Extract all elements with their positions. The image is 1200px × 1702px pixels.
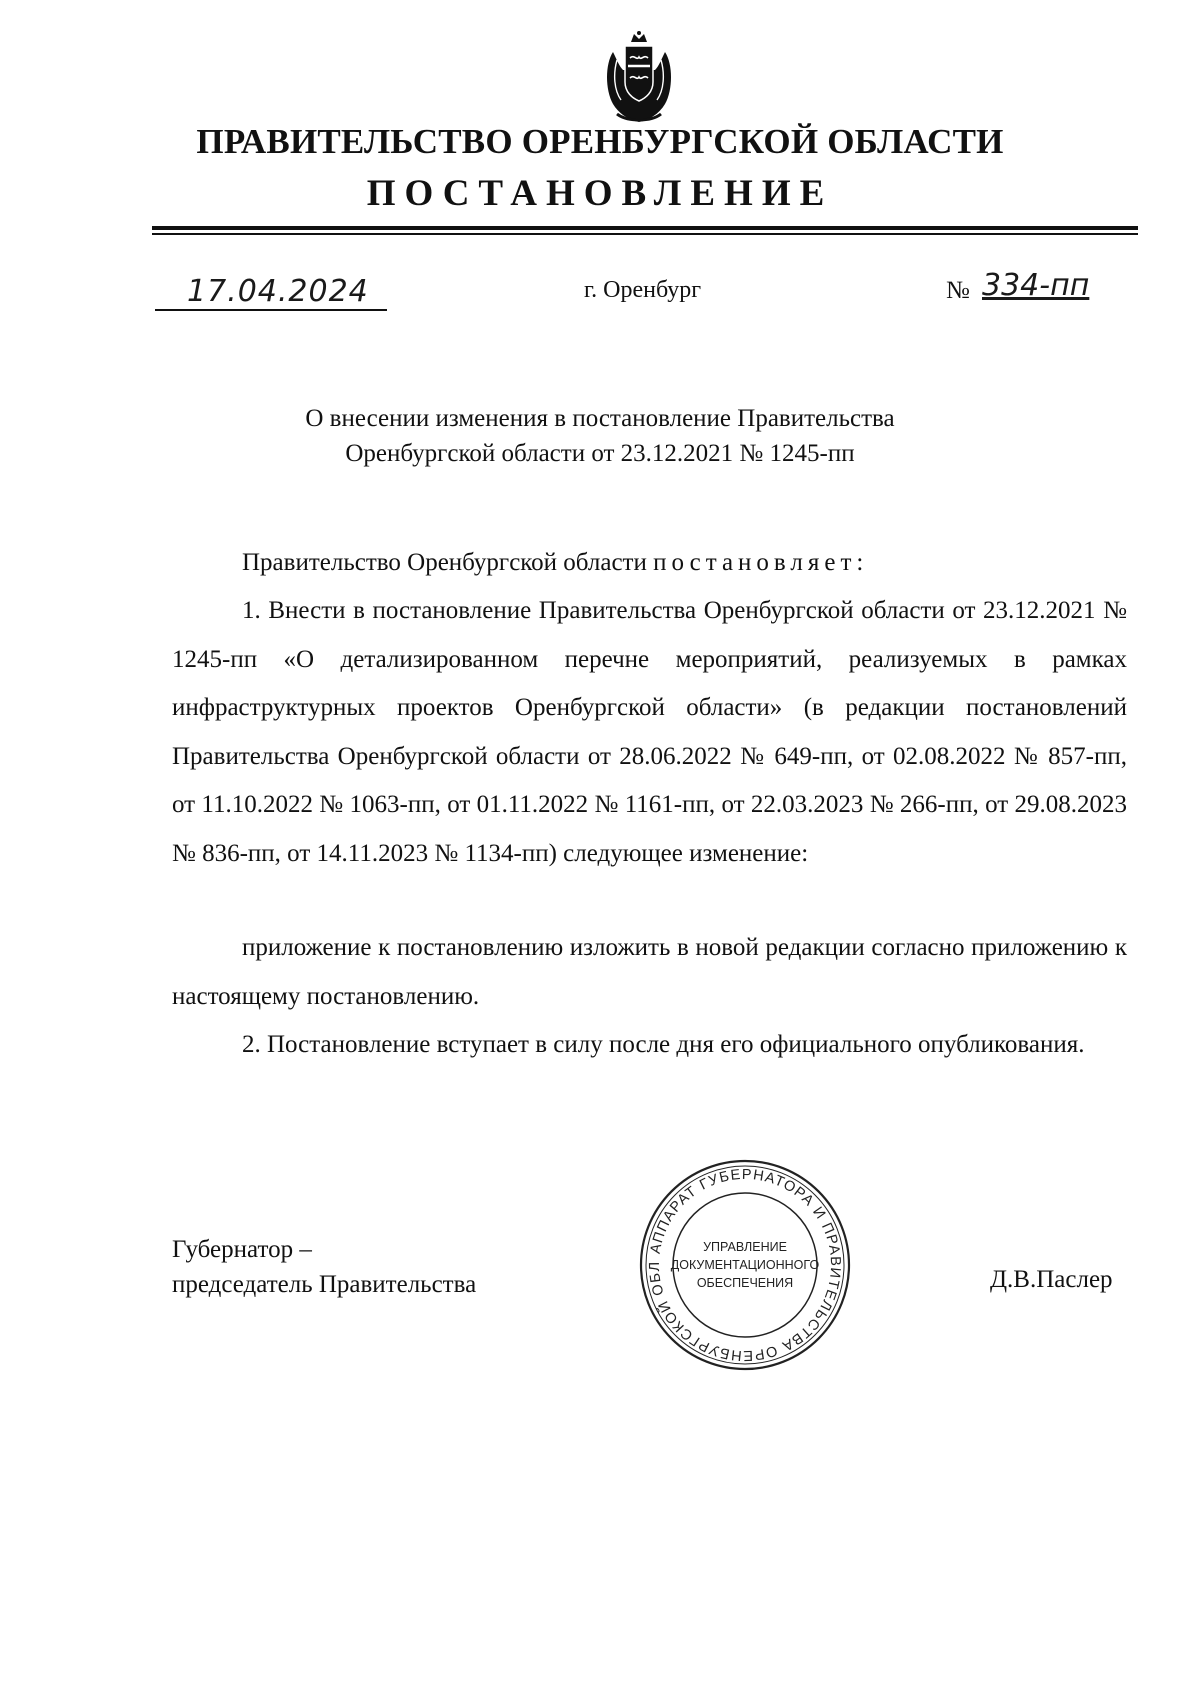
preamble [172,539,1127,588]
document-date: 17.04.2024 [187,274,369,309]
signer-position-line-1: Губернатор – [172,1236,312,1263]
seal-inner-line-1: УПРАВЛЕНИЕ [703,1240,787,1254]
document-title-line-2: Оренбургской области от 23.12.2021 № 1245-пп [345,440,855,467]
header-rule-thick [152,226,1138,230]
item-2: 2. Постановление вступает в силу после дня его официального опубликования. [242,1031,1085,1058]
item-1: 1. Внести в постановление Правительства Оренбургской области от 23.12.2021 № 1245-пп «О детализированном перечне мероприятий, реализуемых в рамках инфраструктурных проектов Оренбургской области» (в редакции постановлений Правительства Оренбургской области от 28.06.2022 № 649-пп, от 02.08.2022 № 857-пп, от 11.10.2022 № 1063-пп, от 01.11.2022 № 1161-пп, от 22.03.2023 № 266-пп, от 29.08.2023 № 836-пп, от 14.11.2023 № 1134-пп) следующее изменение: [172,597,1127,867]
official-seal [635,1155,855,1375]
seal-inner-line-2: ДОКУМЕНТАЦИОННОГО [670,1258,820,1272]
date-field [155,270,387,314]
document-number: 334-пп [982,268,1090,303]
city: г. Оренбург [584,277,702,303]
date-underline [155,309,387,311]
seal-inner-line-3: ОБЕСПЕЧЕНИЯ [696,1276,794,1290]
preamble-lead: Правительство Оренбургской области [242,549,647,576]
preamble-verb: постановляет: [653,549,869,576]
organization-title: ПРАВИТЕЛЬСТВО ОРЕНБУРГСКОЙ ОБЛАСТИ [196,122,1004,161]
coat-of-arms-icon [603,30,675,126]
header-rule-thin [152,233,1138,235]
signer-name: Д.В.Паслер [990,1266,1113,1293]
item-1-change-text: приложение к постановлению изложить в новой редакции согласно приложению к настоящему постановлению. [172,934,1127,1010]
document-title-line-1: О внесении изменения в постановление Правительства [305,405,895,432]
signer-position [172,1232,476,1302]
signer-position-line-2: председатель Правительства [172,1271,477,1298]
seal-outer-text: АППАРАТ ГУБЕРНАТОРА И ПРАВИТЕЛЬСТВА ОРЕНБУРГСКОЙ ОБЛ [646,1166,844,1364]
document-type: ПОСТАНОВЛЕНИЕ [366,173,834,214]
number-label: № [946,277,970,304]
